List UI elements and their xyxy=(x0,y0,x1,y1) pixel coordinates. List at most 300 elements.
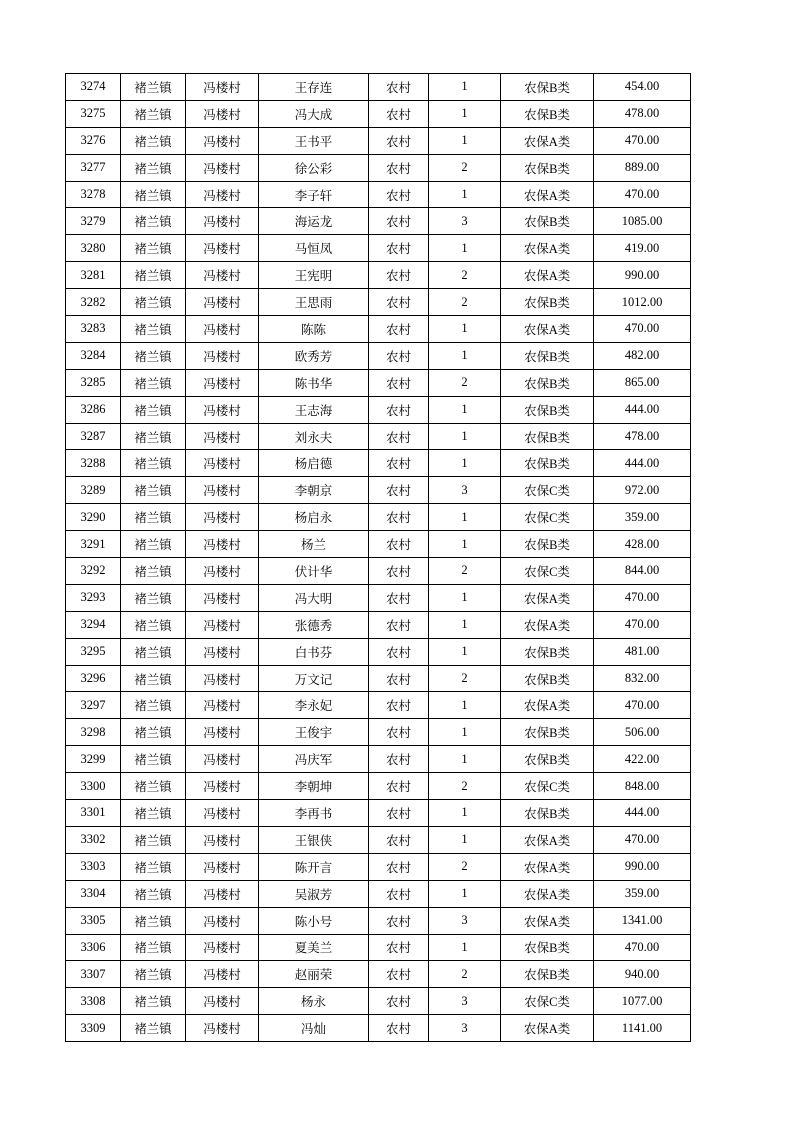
cell-amount: 470.00 xyxy=(594,611,691,638)
cell-town: 褚兰镇 xyxy=(121,611,186,638)
cell-insurance-category: 农保A类 xyxy=(501,584,594,611)
cell-residence-type: 农村 xyxy=(369,665,429,692)
cell-village: 冯楼村 xyxy=(186,934,259,961)
cell-town: 褚兰镇 xyxy=(121,934,186,961)
cell-serial-no: 3300 xyxy=(66,773,121,800)
table-row xyxy=(66,74,691,101)
cell-serial-no: 3308 xyxy=(66,988,121,1015)
cell-residence-type: 农村 xyxy=(369,611,429,638)
cell-residence-type: 农村 xyxy=(369,961,429,988)
cell-amount: 470.00 xyxy=(594,934,691,961)
cell-town: 褚兰镇 xyxy=(121,880,186,907)
table-row xyxy=(66,531,691,558)
cell-amount: 444.00 xyxy=(594,450,691,477)
cell-town: 褚兰镇 xyxy=(121,531,186,558)
cell-serial-no: 3285 xyxy=(66,369,121,396)
cell-town: 褚兰镇 xyxy=(121,584,186,611)
cell-residence-type: 农村 xyxy=(369,423,429,450)
cell-person-count: 1 xyxy=(429,800,501,827)
cell-residence-type: 农村 xyxy=(369,934,429,961)
cell-amount: 990.00 xyxy=(594,853,691,880)
cell-amount: 359.00 xyxy=(594,880,691,907)
table-row xyxy=(66,235,691,262)
cell-town: 褚兰镇 xyxy=(121,262,186,289)
cell-name: 张德秀 xyxy=(259,611,369,638)
cell-name: 王思雨 xyxy=(259,289,369,316)
cell-name: 杨启德 xyxy=(259,450,369,477)
cell-insurance-category: 农保C类 xyxy=(501,558,594,585)
cell-town: 褚兰镇 xyxy=(121,800,186,827)
cell-person-count: 1 xyxy=(429,423,501,450)
cell-person-count: 3 xyxy=(429,1015,501,1042)
cell-serial-no: 3290 xyxy=(66,504,121,531)
cell-serial-no: 3303 xyxy=(66,853,121,880)
cell-village: 冯楼村 xyxy=(186,773,259,800)
cell-town: 褚兰镇 xyxy=(121,477,186,504)
cell-name: 冯庆军 xyxy=(259,746,369,773)
cell-person-count: 2 xyxy=(429,773,501,800)
cell-serial-no: 3294 xyxy=(66,611,121,638)
cell-town: 褚兰镇 xyxy=(121,907,186,934)
cell-village: 冯楼村 xyxy=(186,74,259,101)
cell-person-count: 1 xyxy=(429,934,501,961)
cell-town: 褚兰镇 xyxy=(121,154,186,181)
cell-serial-no: 3305 xyxy=(66,907,121,934)
cell-person-count: 1 xyxy=(429,181,501,208)
table-row xyxy=(66,773,691,800)
cell-amount: 972.00 xyxy=(594,477,691,504)
cell-amount: 482.00 xyxy=(594,342,691,369)
cell-name: 海运龙 xyxy=(259,208,369,235)
cell-town: 褚兰镇 xyxy=(121,638,186,665)
table-row xyxy=(66,611,691,638)
cell-name: 万文记 xyxy=(259,665,369,692)
cell-serial-no: 3302 xyxy=(66,826,121,853)
cell-amount: 1077.00 xyxy=(594,988,691,1015)
cell-name: 王俊宇 xyxy=(259,719,369,746)
cell-village: 冯楼村 xyxy=(186,289,259,316)
table-row xyxy=(66,423,691,450)
cell-person-count: 3 xyxy=(429,907,501,934)
cell-residence-type: 农村 xyxy=(369,369,429,396)
cell-insurance-category: 农保A类 xyxy=(501,235,594,262)
cell-insurance-category: 农保B类 xyxy=(501,531,594,558)
cell-name: 李朝坤 xyxy=(259,773,369,800)
table-row xyxy=(66,988,691,1015)
table-row xyxy=(66,800,691,827)
table-row xyxy=(66,1015,691,1042)
cell-serial-no: 3289 xyxy=(66,477,121,504)
cell-insurance-category: 农保B类 xyxy=(501,450,594,477)
cell-village: 冯楼村 xyxy=(186,477,259,504)
cell-residence-type: 农村 xyxy=(369,477,429,504)
cell-residence-type: 农村 xyxy=(369,907,429,934)
cell-serial-no: 3280 xyxy=(66,235,121,262)
table-row xyxy=(66,342,691,369)
cell-name: 伏计华 xyxy=(259,558,369,585)
cell-village: 冯楼村 xyxy=(186,800,259,827)
cell-insurance-category: 农保B类 xyxy=(501,208,594,235)
cell-amount: 470.00 xyxy=(594,584,691,611)
cell-town: 褚兰镇 xyxy=(121,665,186,692)
cell-serial-no: 3291 xyxy=(66,531,121,558)
cell-residence-type: 农村 xyxy=(369,558,429,585)
table-row xyxy=(66,396,691,423)
cell-insurance-category: 农保C类 xyxy=(501,504,594,531)
cell-insurance-category: 农保B类 xyxy=(501,289,594,316)
cell-person-count: 1 xyxy=(429,880,501,907)
cell-insurance-category: 农保B类 xyxy=(501,342,594,369)
cell-name: 冯大成 xyxy=(259,100,369,127)
cell-amount: 422.00 xyxy=(594,746,691,773)
cell-village: 冯楼村 xyxy=(186,235,259,262)
cell-residence-type: 农村 xyxy=(369,638,429,665)
cell-serial-no: 3297 xyxy=(66,692,121,719)
cell-residence-type: 农村 xyxy=(369,262,429,289)
cell-insurance-category: 农保A类 xyxy=(501,1015,594,1042)
cell-amount: 478.00 xyxy=(594,100,691,127)
cell-serial-no: 3283 xyxy=(66,316,121,343)
cell-residence-type: 农村 xyxy=(369,826,429,853)
cell-village: 冯楼村 xyxy=(186,127,259,154)
cell-village: 冯楼村 xyxy=(186,746,259,773)
cell-town: 褚兰镇 xyxy=(121,74,186,101)
table-body xyxy=(66,74,691,1042)
cell-insurance-category: 农保B类 xyxy=(501,396,594,423)
cell-serial-no: 3287 xyxy=(66,423,121,450)
cell-amount: 470.00 xyxy=(594,127,691,154)
cell-name: 王存连 xyxy=(259,74,369,101)
cell-name: 陈陈 xyxy=(259,316,369,343)
cell-residence-type: 农村 xyxy=(369,127,429,154)
cell-residence-type: 农村 xyxy=(369,450,429,477)
cell-village: 冯楼村 xyxy=(186,504,259,531)
cell-serial-no: 3296 xyxy=(66,665,121,692)
cell-person-count: 2 xyxy=(429,558,501,585)
cell-residence-type: 农村 xyxy=(369,316,429,343)
cell-name: 徐公彩 xyxy=(259,154,369,181)
cell-serial-no: 3274 xyxy=(66,74,121,101)
table-row xyxy=(66,369,691,396)
cell-residence-type: 农村 xyxy=(369,773,429,800)
cell-person-count: 1 xyxy=(429,504,501,531)
cell-residence-type: 农村 xyxy=(369,531,429,558)
cell-name: 刘永夫 xyxy=(259,423,369,450)
cell-town: 褚兰镇 xyxy=(121,342,186,369)
table-row xyxy=(66,154,691,181)
cell-town: 褚兰镇 xyxy=(121,719,186,746)
cell-residence-type: 农村 xyxy=(369,746,429,773)
cell-serial-no: 3276 xyxy=(66,127,121,154)
cell-person-count: 1 xyxy=(429,531,501,558)
cell-town: 褚兰镇 xyxy=(121,316,186,343)
cell-amount: 1141.00 xyxy=(594,1015,691,1042)
cell-village: 冯楼村 xyxy=(186,531,259,558)
cell-village: 冯楼村 xyxy=(186,154,259,181)
cell-serial-no: 3277 xyxy=(66,154,121,181)
cell-serial-no: 3295 xyxy=(66,638,121,665)
cell-town: 褚兰镇 xyxy=(121,961,186,988)
cell-insurance-category: 农保B类 xyxy=(501,746,594,773)
cell-town: 褚兰镇 xyxy=(121,396,186,423)
cell-amount: 990.00 xyxy=(594,262,691,289)
cell-name: 王书平 xyxy=(259,127,369,154)
cell-person-count: 2 xyxy=(429,853,501,880)
cell-serial-no: 3288 xyxy=(66,450,121,477)
cell-town: 褚兰镇 xyxy=(121,746,186,773)
cell-person-count: 1 xyxy=(429,746,501,773)
cell-town: 褚兰镇 xyxy=(121,235,186,262)
cell-residence-type: 农村 xyxy=(369,181,429,208)
cell-village: 冯楼村 xyxy=(186,719,259,746)
cell-insurance-category: 农保C类 xyxy=(501,477,594,504)
cell-person-count: 2 xyxy=(429,369,501,396)
cell-name: 王志海 xyxy=(259,396,369,423)
cell-name: 赵丽荣 xyxy=(259,961,369,988)
cell-name: 夏美兰 xyxy=(259,934,369,961)
cell-insurance-category: 农保A类 xyxy=(501,127,594,154)
cell-person-count: 1 xyxy=(429,611,501,638)
cell-town: 褚兰镇 xyxy=(121,692,186,719)
cell-residence-type: 农村 xyxy=(369,235,429,262)
cell-insurance-category: 农保A类 xyxy=(501,853,594,880)
table-row xyxy=(66,558,691,585)
table-row xyxy=(66,100,691,127)
cell-amount: 940.00 xyxy=(594,961,691,988)
cell-residence-type: 农村 xyxy=(369,396,429,423)
cell-residence-type: 农村 xyxy=(369,988,429,1015)
table-row xyxy=(66,584,691,611)
cell-amount: 1085.00 xyxy=(594,208,691,235)
cell-name: 欧秀芳 xyxy=(259,342,369,369)
cell-residence-type: 农村 xyxy=(369,692,429,719)
table-row xyxy=(66,181,691,208)
cell-town: 褚兰镇 xyxy=(121,369,186,396)
table-row xyxy=(66,504,691,531)
cell-insurance-category: 农保B类 xyxy=(501,961,594,988)
cell-amount: 454.00 xyxy=(594,74,691,101)
cell-residence-type: 农村 xyxy=(369,289,429,316)
table-row xyxy=(66,880,691,907)
cell-village: 冯楼村 xyxy=(186,826,259,853)
cell-town: 褚兰镇 xyxy=(121,100,186,127)
cell-person-count: 3 xyxy=(429,988,501,1015)
cell-village: 冯楼村 xyxy=(186,638,259,665)
cell-serial-no: 3275 xyxy=(66,100,121,127)
cell-village: 冯楼村 xyxy=(186,262,259,289)
cell-residence-type: 农村 xyxy=(369,800,429,827)
cell-person-count: 1 xyxy=(429,826,501,853)
cell-insurance-category: 农保A类 xyxy=(501,826,594,853)
cell-amount: 889.00 xyxy=(594,154,691,181)
cell-serial-no: 3292 xyxy=(66,558,121,585)
cell-insurance-category: 农保C类 xyxy=(501,988,594,1015)
cell-name: 白书芬 xyxy=(259,638,369,665)
cell-amount: 1012.00 xyxy=(594,289,691,316)
cell-person-count: 1 xyxy=(429,342,501,369)
cell-village: 冯楼村 xyxy=(186,665,259,692)
cell-town: 褚兰镇 xyxy=(121,289,186,316)
cell-serial-no: 3307 xyxy=(66,961,121,988)
cell-village: 冯楼村 xyxy=(186,423,259,450)
cell-residence-type: 农村 xyxy=(369,342,429,369)
cell-residence-type: 农村 xyxy=(369,853,429,880)
cell-village: 冯楼村 xyxy=(186,208,259,235)
cell-name: 陈书华 xyxy=(259,369,369,396)
cell-residence-type: 农村 xyxy=(369,1015,429,1042)
cell-insurance-category: 农保B类 xyxy=(501,800,594,827)
cell-amount: 470.00 xyxy=(594,181,691,208)
cell-village: 冯楼村 xyxy=(186,584,259,611)
cell-village: 冯楼村 xyxy=(186,880,259,907)
cell-person-count: 1 xyxy=(429,638,501,665)
cell-insurance-category: 农保A类 xyxy=(501,692,594,719)
cell-village: 冯楼村 xyxy=(186,988,259,1015)
cell-serial-no: 3309 xyxy=(66,1015,121,1042)
cell-name: 王宪明 xyxy=(259,262,369,289)
cell-person-count: 1 xyxy=(429,235,501,262)
cell-serial-no: 3293 xyxy=(66,584,121,611)
cell-village: 冯楼村 xyxy=(186,369,259,396)
cell-village: 冯楼村 xyxy=(186,181,259,208)
cell-town: 褚兰镇 xyxy=(121,208,186,235)
cell-serial-no: 3284 xyxy=(66,342,121,369)
cell-amount: 470.00 xyxy=(594,692,691,719)
cell-village: 冯楼村 xyxy=(186,316,259,343)
cell-village: 冯楼村 xyxy=(186,853,259,880)
cell-town: 褚兰镇 xyxy=(121,773,186,800)
cell-residence-type: 农村 xyxy=(369,154,429,181)
cell-town: 褚兰镇 xyxy=(121,504,186,531)
cell-amount: 470.00 xyxy=(594,826,691,853)
cell-serial-no: 3299 xyxy=(66,746,121,773)
cell-village: 冯楼村 xyxy=(186,907,259,934)
cell-town: 褚兰镇 xyxy=(121,853,186,880)
table-row xyxy=(66,638,691,665)
cell-amount: 444.00 xyxy=(594,396,691,423)
cell-person-count: 1 xyxy=(429,127,501,154)
cell-name: 吴淑芳 xyxy=(259,880,369,907)
table-row xyxy=(66,934,691,961)
cell-insurance-category: 农保A类 xyxy=(501,262,594,289)
cell-insurance-category: 农保A类 xyxy=(501,611,594,638)
cell-town: 褚兰镇 xyxy=(121,988,186,1015)
cell-insurance-category: 农保B类 xyxy=(501,934,594,961)
cell-amount: 444.00 xyxy=(594,800,691,827)
cell-residence-type: 农村 xyxy=(369,74,429,101)
cell-town: 褚兰镇 xyxy=(121,558,186,585)
cell-amount: 478.00 xyxy=(594,423,691,450)
cell-name: 陈小号 xyxy=(259,907,369,934)
cell-insurance-category: 农保B类 xyxy=(501,423,594,450)
cell-serial-no: 3281 xyxy=(66,262,121,289)
cell-insurance-category: 农保A类 xyxy=(501,316,594,343)
cell-serial-no: 3279 xyxy=(66,208,121,235)
cell-amount: 844.00 xyxy=(594,558,691,585)
cell-name: 杨启永 xyxy=(259,504,369,531)
cell-village: 冯楼村 xyxy=(186,692,259,719)
cell-serial-no: 3298 xyxy=(66,719,121,746)
cell-residence-type: 农村 xyxy=(369,880,429,907)
cell-amount: 506.00 xyxy=(594,719,691,746)
table-row xyxy=(66,208,691,235)
cell-amount: 832.00 xyxy=(594,665,691,692)
cell-residence-type: 农村 xyxy=(369,584,429,611)
cell-person-count: 1 xyxy=(429,450,501,477)
cell-person-count: 2 xyxy=(429,154,501,181)
cell-village: 冯楼村 xyxy=(186,396,259,423)
cell-amount: 428.00 xyxy=(594,531,691,558)
cell-town: 褚兰镇 xyxy=(121,826,186,853)
cell-serial-no: 3282 xyxy=(66,289,121,316)
cell-amount: 865.00 xyxy=(594,369,691,396)
cell-person-count: 1 xyxy=(429,719,501,746)
cell-serial-no: 3278 xyxy=(66,181,121,208)
cell-person-count: 3 xyxy=(429,208,501,235)
cell-village: 冯楼村 xyxy=(186,961,259,988)
cell-insurance-category: 农保A类 xyxy=(501,907,594,934)
cell-person-count: 2 xyxy=(429,961,501,988)
cell-person-count: 1 xyxy=(429,100,501,127)
cell-insurance-category: 农保C类 xyxy=(501,773,594,800)
cell-town: 褚兰镇 xyxy=(121,127,186,154)
cell-insurance-category: 农保B类 xyxy=(501,369,594,396)
table-row xyxy=(66,826,691,853)
cell-name: 李朝京 xyxy=(259,477,369,504)
cell-residence-type: 农村 xyxy=(369,100,429,127)
cell-amount: 1341.00 xyxy=(594,907,691,934)
cell-village: 冯楼村 xyxy=(186,100,259,127)
table-row xyxy=(66,262,691,289)
cell-amount: 481.00 xyxy=(594,638,691,665)
cell-serial-no: 3306 xyxy=(66,934,121,961)
cell-insurance-category: 农保A类 xyxy=(501,880,594,907)
cell-person-count: 2 xyxy=(429,262,501,289)
cell-residence-type: 农村 xyxy=(369,719,429,746)
table-row xyxy=(66,316,691,343)
table-row xyxy=(66,665,691,692)
cell-person-count: 1 xyxy=(429,74,501,101)
table-row xyxy=(66,692,691,719)
cell-name: 李永妃 xyxy=(259,692,369,719)
table-row xyxy=(66,961,691,988)
cell-person-count: 3 xyxy=(429,477,501,504)
cell-name: 王银侠 xyxy=(259,826,369,853)
cell-village: 冯楼村 xyxy=(186,342,259,369)
cell-insurance-category: 农保B类 xyxy=(501,719,594,746)
residents-subsidy-table xyxy=(65,73,691,1042)
cell-insurance-category: 农保B类 xyxy=(501,665,594,692)
cell-village: 冯楼村 xyxy=(186,558,259,585)
cell-village: 冯楼村 xyxy=(186,450,259,477)
cell-amount: 419.00 xyxy=(594,235,691,262)
cell-person-count: 1 xyxy=(429,692,501,719)
cell-person-count: 1 xyxy=(429,396,501,423)
cell-name: 马恒凤 xyxy=(259,235,369,262)
cell-amount: 359.00 xyxy=(594,504,691,531)
table-row xyxy=(66,746,691,773)
cell-person-count: 2 xyxy=(429,665,501,692)
cell-village: 冯楼村 xyxy=(186,1015,259,1042)
cell-name: 杨永 xyxy=(259,988,369,1015)
cell-person-count: 2 xyxy=(429,289,501,316)
cell-serial-no: 3286 xyxy=(66,396,121,423)
cell-village: 冯楼村 xyxy=(186,611,259,638)
table-row xyxy=(66,127,691,154)
cell-residence-type: 农村 xyxy=(369,504,429,531)
cell-insurance-category: 农保B类 xyxy=(501,74,594,101)
table-row xyxy=(66,853,691,880)
